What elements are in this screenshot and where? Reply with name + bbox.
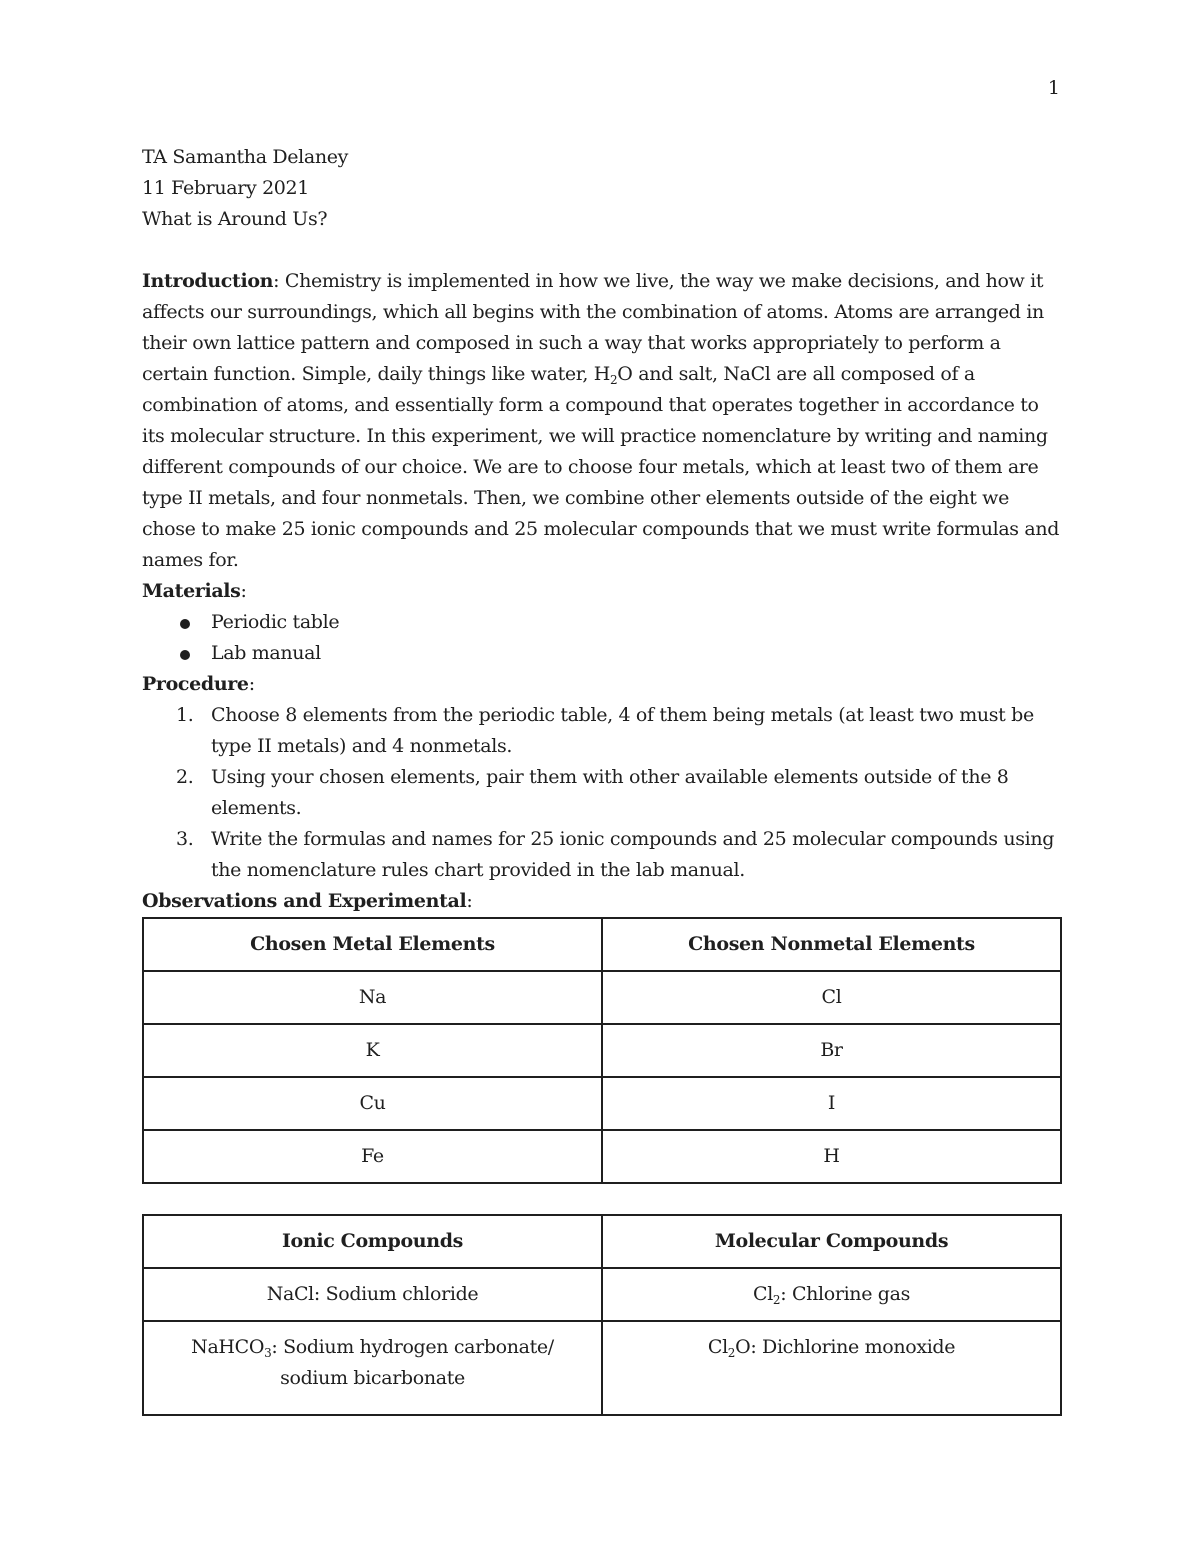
table-cell: Br <box>602 1024 1061 1077</box>
report-date: 11 February 2021 <box>142 177 310 199</box>
table-row <box>143 971 1061 1024</box>
compounds-table <box>142 1214 1062 1416</box>
table-row <box>143 1077 1061 1130</box>
procedure-heading-line: Procedure: <box>142 673 255 695</box>
procedure-heading: Procedure <box>142 673 249 695</box>
materials-list <box>142 607 1062 669</box>
introduction-paragraph: Introduction: Chemistry is implemented in how we live, the way we make decisions, and how it affects our surroundings, which all begins with the combination of atoms. Atoms are arranged in their own lattice pattern and composed in such a way that works appropriately to perform a certain function. Simple, daily things like water, $H_2O$ and salt, NaCl are all composed of a combination of atoms, and essentially form a compound that operates together in accordance to its molecular structure. In this experiment, we will practice nomenclature by writing and naming different compounds of our choice. We are to choose four metals, which at least two of them are type II metals, and four nonmetals. Then, we combine other elements outside of the eight we chose to make 25 ionic compounds and 25 molecular compounds that we must write formulas and names for. <box>142 270 1060 571</box>
table-row <box>143 1268 1061 1321</box>
table-row <box>143 1321 1061 1415</box>
step-text: Using your chosen elements, pair them with other available elements outside of the 8 elements. <box>211 766 1009 819</box>
introduction-text-2: O and salt, NaCl are all composed of a combination of atoms, and essentially form a compound that operates together in accordance to its molecular structure. In this experiment, we will practice nomenclature by writing and naming different compounds of our choice. We are to choose four metals, which at least two of them are type II metals, and four nonmetals. Then, we combine other elements outside of the eight we chose to make 25 ionic compounds and 25 molecular compounds that we must write formulas and names for. <box>142 363 1060 571</box>
table-cell <box>143 1321 602 1415</box>
table-cell: K <box>143 1024 602 1077</box>
table-header-row <box>143 1215 1061 1268</box>
table-cell <box>602 1321 1061 1415</box>
molecular-compounds-header: Molecular Compounds <box>602 1215 1061 1268</box>
table-cell <box>602 1268 1061 1321</box>
ionic-compounds-header: Ionic Compounds <box>143 1215 602 1268</box>
table-cell: H <box>602 1130 1061 1183</box>
step-number: 3. <box>176 828 194 850</box>
formula-text: Cl <box>753 1283 773 1305</box>
step-number: 2. <box>176 766 194 788</box>
chosen-elements-table <box>142 917 1062 1184</box>
procedure-list <box>142 700 1062 886</box>
formula-name: O: Dichlorine monoxide <box>735 1336 956 1358</box>
table-row <box>143 1024 1061 1077</box>
water-subscript: 2 <box>610 373 618 387</box>
table-cell: Cl <box>602 971 1061 1024</box>
nonmetal-elements-header: Chosen Nonmetal Elements <box>602 918 1061 971</box>
procedure-step <box>142 824 1062 886</box>
page-number: 1 <box>1047 77 1060 99</box>
table-row <box>143 1130 1061 1183</box>
formula-subscript: 3 <box>264 1346 272 1360</box>
introduction-heading: Introduction <box>142 270 274 292</box>
step-number: 1. <box>176 704 194 726</box>
introduction-text-1: Chemistry is implemented in how we live, the way we make decisions, and how it affects our surroundings, which all begins with the combination of atoms. Atoms are arranged in their own lattice pattern and composed in such a way that works appropriately to perform a certain function. Simple, daily things like water, H <box>142 270 1044 385</box>
document-body <box>142 142 1062 1416</box>
list-item: Lab manual <box>142 638 1062 669</box>
table-header-row <box>143 918 1061 971</box>
materials-heading-line: Materials: <box>142 580 247 602</box>
procedure-step <box>142 762 1062 824</box>
table-cell: Fe <box>143 1130 602 1183</box>
formula-text: Cl <box>707 1336 728 1358</box>
step-text: Choose 8 elements from the periodic table, 4 of them being metals (at least two must be type II metals) and 4 nonmetals. <box>211 704 1034 757</box>
table-cell: I <box>602 1077 1061 1130</box>
procedure-step <box>142 700 1062 762</box>
formula-text: NaHCO <box>191 1336 265 1358</box>
table-cell: Na <box>143 971 602 1024</box>
formula-name: : Chlorine gas <box>780 1283 910 1305</box>
author-name: TA Samantha Delaney <box>142 146 349 168</box>
formula-name: : Sodium hydrogen carbonate/ sodium bicarbonate <box>271 1336 554 1389</box>
observations-heading-line: Observations and Experimental: <box>142 890 473 912</box>
list-item: Periodic table <box>142 607 1062 638</box>
step-text: Write the formulas and names for 25 ionic compounds and 25 molecular compounds using the nomenclature rules chart provided in the lab manual. <box>211 828 1055 881</box>
formula-subscript: 2 <box>727 1346 736 1360</box>
table-cell: NaCl: Sodium chloride <box>143 1268 602 1321</box>
report-title: What is Around Us? <box>142 208 328 230</box>
formula-subscript: 2 <box>772 1293 781 1307</box>
metal-elements-header: Chosen Metal Elements <box>143 918 602 971</box>
table-cell: Cu <box>143 1077 602 1130</box>
observations-heading: Observations and Experimental <box>142 890 467 912</box>
materials-heading: Materials <box>142 580 241 602</box>
